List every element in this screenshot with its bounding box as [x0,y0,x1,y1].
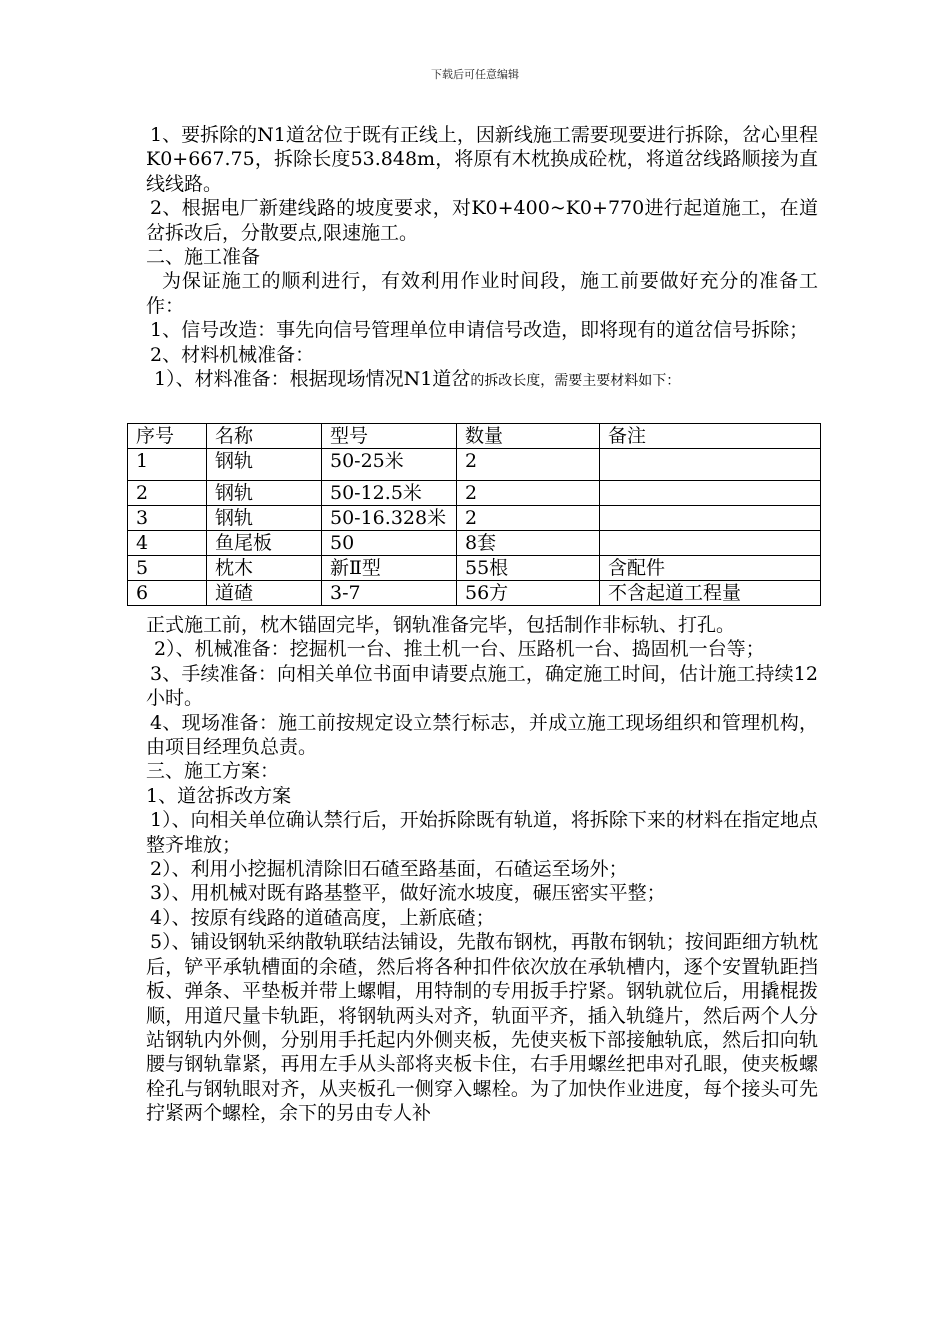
table-cell: 鱼尾板 [207,531,322,556]
table-row [128,449,821,481]
header-cell: 备注 [600,424,821,449]
table-row [128,581,821,606]
paragraph: 3、手续准备：向相关单位书面申请要点施工，确定施工时间，估计施工持续12小时。 [146,662,818,710]
table-cell [600,481,821,506]
table-cell: 5 [128,556,207,581]
table-header-row [128,424,821,449]
table-cell: 2 [457,506,600,531]
paragraph: 2、材料机械准备： [150,343,315,366]
paragraph: 为保证施工的顺利进行，有效利用作业时间段，施工前要做好充分的准备工作： [146,270,818,317]
table-cell: 50 [322,531,457,556]
table-row [128,556,821,581]
table-cell: 道碴 [207,581,322,606]
table-cell: 2 [457,449,600,481]
table-cell [600,449,821,481]
paragraph: 正式施工前，枕木锚固完毕，钢轨准备完毕，包括制作非标轨、打孔。 [146,614,736,636]
table-cell: 新Ⅱ型 [322,556,457,581]
header-cell: 名称 [207,424,322,449]
table-cell: 钢轨 [207,481,322,506]
paragraph: 1、要拆除的N1道岔位于既有正线上，因新线施工需要现要进行拆除，岔心里程K0+667.75，拆除长度53.848m，将原有木枕换成砼枕，将道岔线路顺接为直线线路。 [146,124,818,195]
table-cell: 50-16.328米 [322,506,457,531]
table-cell: 含配件 [600,556,821,581]
table-cell: 6 [128,581,207,606]
table-cell: 50-25米 [322,449,457,481]
table-cell [600,531,821,556]
paragraph: 2、根据电厂新建线路的坡度要求，对K0+400~K0+770进行起道施工，在道岔拆改后，分散要点,限速施工。 [146,197,818,244]
table-cell: 4 [128,531,207,556]
table-row [128,481,821,506]
table-cell: 56方 [457,581,600,606]
table-cell [600,506,821,531]
subsection-heading: 1、道岔拆改方案 [146,784,292,807]
table-cell: 不含起道工程量 [600,581,821,606]
paragraph: 2）、机械准备：挖掘机一台、推土机一台、压路机一台、捣固机一台等； [154,638,765,661]
table-cell: 2 [128,481,207,506]
table-row [128,531,821,556]
table-intro [146,367,818,393]
paragraph: 1、信号改造：事先向信号管理单位申请信号改造，即将现有的道岔信号拆除； [150,319,809,342]
section-heading: 二、施工准备 [146,246,261,269]
table-cell: 3-7 [322,581,457,606]
header-cell: 数量 [457,424,600,449]
header-cell: 序号 [128,424,207,449]
page-header: 下载后可任意编辑 [431,68,519,81]
paragraph: 1）、向相关单位确认禁行后，开始拆除既有轨道，将拆除下来的材料在指定地点整齐堆放； [146,809,818,856]
materials-table [127,423,821,606]
header-cell: 型号 [322,424,457,449]
paragraph: 2）、利用小挖掘机清除旧石碴至路基面，石碴运至场外； [150,858,628,881]
table-cell: 3 [128,506,207,531]
table-cell: 枕木 [207,556,322,581]
paragraph: 4）、按原有线路的道碴高度，上新底碴； [150,906,495,929]
paragraph: 5）、铺设钢轨采纳散轨联结法铺设，先散布钢枕，再散布钢轨；按间距细方轨枕后，铲平承轨槽面的余碴，然后将各种扣件依次放在承轨槽内，逐个安置轨距挡板、弹条、平垫板并带上螺帽，用特制的专用扳手拧紧。钢轨就位后，用撬棍拨顺，用道尺量卡轨距，将钢轨两头对齐，轨面平齐，插入轨缝片，然后两个人分站钢轨内外侧，分别用手托起内外侧夹板，先使夹板下部接触轨底，然后扣向轨腰与钢轨靠紧，再用左手从头部将夹板卡住，右手用螺丝把串对孔眼，使夹板螺栓孔与钢轨眼对齐，从夹板孔一侧穿入螺栓。为了加快作业进度，每个接头可先拧紧两个螺栓，余下的另由专人补 [146,931,818,1125]
table-row [128,506,821,531]
table-intro-small: 的拆改长度，需要主要材料如下： [470,373,681,390]
table-intro-main: 1）、材料准备：根据现场情况N1道岔 [154,368,471,391]
document-body-bottom [146,613,818,1126]
table-cell: 50-12.5米 [322,481,457,506]
paragraph: 3）、用机械对既有路基整平，做好流水坡度，碾压密实平整； [150,882,666,905]
table-cell: 55根 [457,556,600,581]
paragraph: 4、现场准备：施工前按规定设立禁行标志，并成立施工现场组织和管理机构，由项目经理负总责。 [146,711,818,759]
table-cell: 钢轨 [207,449,322,481]
document-body-top [146,123,818,393]
table-cell: 2 [457,481,600,506]
section-heading: 三、施工方案： [146,760,280,783]
table-cell: 1 [128,449,207,481]
table-cell: 钢轨 [207,506,322,531]
table-cell: 8套 [457,531,600,556]
